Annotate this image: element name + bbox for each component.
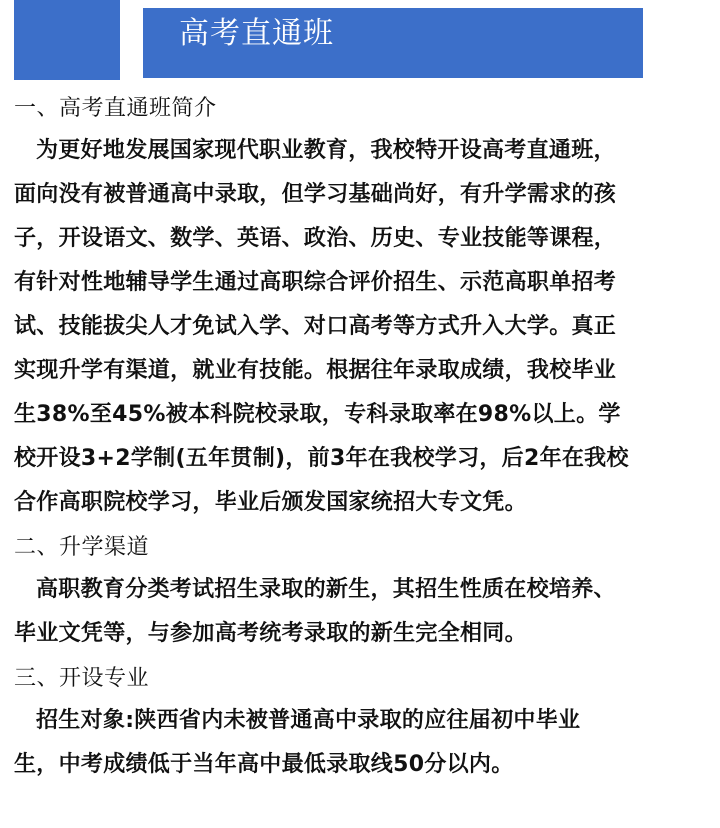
decorative-blue-block bbox=[14, 0, 120, 80]
text-line: 为更好地发展国家现代职业教育，我校特开设高考直通班， bbox=[36, 138, 616, 163]
text-line: 试、技能拔尖人才免试入学、对口高考等方式升入大学。真正 bbox=[14, 314, 617, 339]
title-banner bbox=[143, 8, 643, 78]
text-line: 招生对象:陕西省内未被普通高中录取的应往届初中毕业 bbox=[36, 708, 581, 733]
text-line: 有针对性地辅导学生通过高职综合评价招生、示范高职单招考 bbox=[14, 270, 617, 295]
section-heading-intro: 一、高考直通班简介 bbox=[14, 96, 217, 121]
text-line: 生，中考成绩低于当年高中最低录取线50分以内。 bbox=[14, 752, 514, 777]
section-paragraph-pathway bbox=[14, 568, 706, 656]
text-line: 面向没有被普通高中录取，但学习基础尚好，有升学需求的孩 bbox=[14, 182, 617, 207]
text-line: 校开设3+2学制(五年贯制)，前3年在我校学习，后2年在我校 bbox=[14, 446, 629, 471]
text-line: 合作高职院校学习，毕业后颁发国家统招大专文凭。 bbox=[14, 490, 527, 515]
text-line: 实现升学有渠道，就业有技能。根据往年录取成绩，我校毕业 bbox=[14, 358, 617, 383]
section-paragraph-intro bbox=[14, 129, 706, 525]
section-heading-majors: 三、开设专业 bbox=[14, 666, 150, 691]
text-line: 高职教育分类考试招生录取的新生，其招生性质在校培养、 bbox=[36, 577, 616, 602]
text-line: 毕业文凭等，与参加高考统考录取的新生完全相同。 bbox=[14, 621, 527, 646]
page-title: 高考直通班 bbox=[179, 16, 334, 51]
document-body bbox=[14, 92, 706, 793]
text-line: 生38%至45%被本科院校录取，专科录取率在98%以上。学 bbox=[14, 402, 621, 427]
section-paragraph-majors bbox=[14, 699, 706, 787]
section-heading-pathway: 二、升学渠道 bbox=[14, 535, 150, 560]
text-line: 子，开设语文、数学、英语、政治、历史、专业技能等课程， bbox=[14, 226, 617, 251]
